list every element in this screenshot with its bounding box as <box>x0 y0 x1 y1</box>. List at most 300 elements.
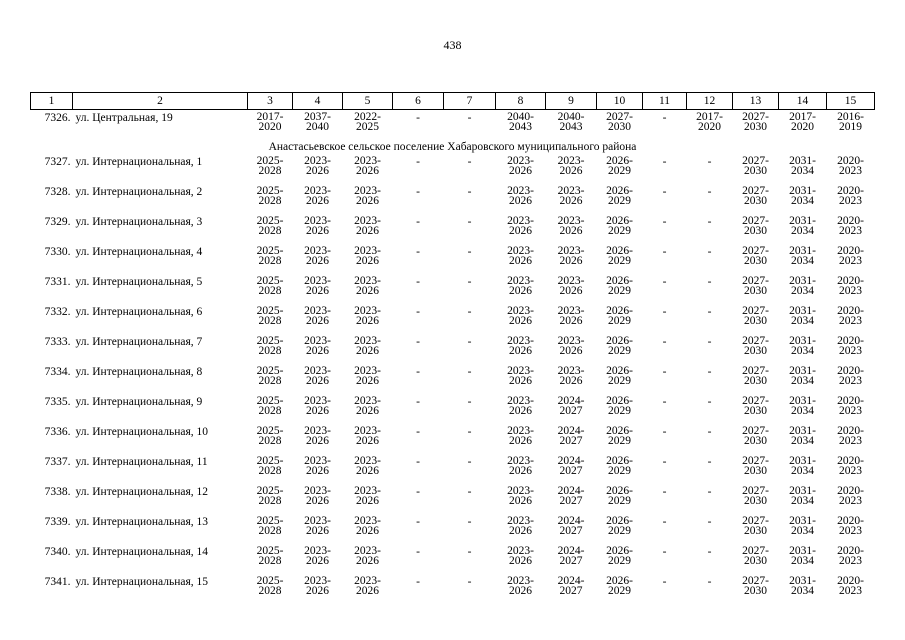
range-end: 2026 <box>306 165 329 177</box>
range-end: 2029 <box>608 285 631 297</box>
year-range-cell <box>343 394 393 424</box>
range-end: 2023 <box>839 255 862 267</box>
range-end: 2026 <box>306 195 329 207</box>
range-end: 2023 <box>839 585 862 597</box>
year-range-cell <box>496 334 546 364</box>
range-end: 2020 <box>258 121 282 133</box>
range-end: 2026 <box>509 555 532 567</box>
row-number: 7336. <box>44 426 71 438</box>
range-end: 2034 <box>791 525 814 537</box>
empty-value-cell: - <box>467 246 472 258</box>
empty-value-cell: - <box>467 216 472 228</box>
range-start: 2024- <box>557 485 585 497</box>
range-start: 2026- <box>606 275 633 287</box>
column-header: 2 <box>73 93 248 110</box>
range-start: 2023- <box>354 485 381 497</box>
range-start: 2023- <box>557 305 585 317</box>
year-range-cell <box>827 544 875 574</box>
year-range-cell <box>293 184 343 214</box>
year-range-cell <box>496 514 546 544</box>
range-start: 2027- <box>606 111 633 123</box>
range-end: 2029 <box>608 405 631 417</box>
range-start: 2023- <box>507 335 534 347</box>
year-range-cell <box>827 334 875 364</box>
range-start: 2026- <box>606 365 633 377</box>
table-row <box>31 274 875 304</box>
empty-value-cell: - <box>707 576 712 588</box>
range-start: 2023- <box>507 515 534 527</box>
range-start: 2023- <box>354 335 381 347</box>
year-range-cell <box>827 304 875 334</box>
year-range-cell <box>779 394 827 424</box>
range-end: 2026 <box>306 435 329 447</box>
year-range-cell <box>597 304 643 334</box>
year-range-cell <box>496 274 546 304</box>
range-end: 2026 <box>509 195 532 207</box>
range-end: 2026 <box>356 195 379 207</box>
range-end: 2043 <box>559 121 583 133</box>
year-range-cell <box>827 484 875 514</box>
year-range-cell <box>248 454 293 484</box>
year-range-cell <box>779 274 827 304</box>
year-range-cell <box>733 574 779 604</box>
column-header: 7 <box>444 93 496 110</box>
range-end: 2028 <box>258 555 282 567</box>
range-end: 2019 <box>839 121 862 133</box>
empty-value-cell: - <box>416 576 420 588</box>
range-end: 2030 <box>744 405 767 417</box>
address-cell: ул. Интернациональная, 10 <box>75 426 209 438</box>
range-start: 2031- <box>789 515 816 527</box>
year-range-cell <box>597 424 643 454</box>
range-start: 2023- <box>304 185 331 197</box>
range-end: 2026 <box>559 225 583 237</box>
row-number: 7341. <box>44 576 71 588</box>
empty-value-cell: - <box>707 366 712 378</box>
range-start: 2025- <box>256 245 284 257</box>
range-start: 2023- <box>507 425 534 437</box>
year-range-cell <box>779 184 827 214</box>
year-range-cell <box>248 334 293 364</box>
year-range-cell <box>733 514 779 544</box>
range-start: 2017- <box>256 111 284 123</box>
year-range-cell <box>343 110 393 141</box>
year-range-cell <box>343 424 393 454</box>
year-range-cell <box>293 304 343 334</box>
year-range-cell <box>546 154 597 184</box>
range-end: 2026 <box>559 345 583 357</box>
range-start: 2020- <box>837 575 864 587</box>
range-start: 2025- <box>256 395 284 407</box>
range-start: 2023- <box>354 305 381 317</box>
year-range-cell <box>293 574 343 604</box>
range-end: 2026 <box>559 255 583 267</box>
range-start: 2026- <box>606 305 633 317</box>
range-end: 2023 <box>839 495 862 507</box>
range-end: 2028 <box>258 345 282 357</box>
year-range-cell <box>546 304 597 334</box>
empty-value-cell: - <box>707 456 712 468</box>
year-range-cell <box>343 334 393 364</box>
empty-value-cell: - <box>707 186 712 198</box>
range-start: 2020- <box>837 185 864 197</box>
year-range-cell <box>779 110 827 141</box>
range-end: 2030 <box>744 121 767 133</box>
range-end: 2026 <box>559 375 583 387</box>
empty-value-cell: - <box>416 156 420 168</box>
range-end: 2026 <box>509 165 532 177</box>
range-end: 2027 <box>559 495 583 507</box>
year-range-cell <box>733 544 779 574</box>
range-end: 2027 <box>559 435 583 447</box>
range-start: 2031- <box>789 245 816 257</box>
empty-value-cell: - <box>416 306 420 318</box>
range-end: 2026 <box>509 345 532 357</box>
address-cell: ул. Интернациональная, 4 <box>75 246 203 258</box>
table-row <box>31 214 875 244</box>
year-range-cell <box>293 424 343 454</box>
range-end: 2026 <box>356 465 379 477</box>
empty-value-cell: - <box>416 276 420 288</box>
year-range-cell <box>733 110 779 141</box>
range-end: 2029 <box>608 165 631 177</box>
range-end: 2026 <box>509 405 532 417</box>
row-number: 7340. <box>44 546 71 558</box>
range-end: 2028 <box>258 405 282 417</box>
range-end: 2026 <box>356 225 379 237</box>
range-start: 2023- <box>304 575 331 587</box>
range-end: 2026 <box>306 225 329 237</box>
empty-value-cell: - <box>662 276 667 288</box>
range-start: 2031- <box>789 275 816 287</box>
year-range-cell <box>687 110 733 141</box>
year-range-cell <box>293 514 343 544</box>
empty-value-cell: - <box>467 366 472 378</box>
range-start: 2027- <box>742 215 769 227</box>
year-range-cell <box>779 304 827 334</box>
range-end: 2028 <box>258 195 282 207</box>
range-start: 2026- <box>606 455 633 467</box>
column-header: 9 <box>546 93 597 110</box>
range-start: 2024- <box>557 545 585 557</box>
range-end: 2026 <box>356 375 379 387</box>
year-range-cell <box>343 574 393 604</box>
range-start: 2023- <box>354 455 381 467</box>
range-end: 2023 <box>839 345 862 357</box>
range-end: 2026 <box>306 465 329 477</box>
range-start: 2026- <box>606 485 633 497</box>
year-range-cell <box>248 110 293 141</box>
column-header: 13 <box>733 93 779 110</box>
range-start: 2027- <box>742 365 769 377</box>
range-start: 2023- <box>557 365 585 377</box>
year-range-cell <box>546 364 597 394</box>
range-end: 2023 <box>839 195 862 207</box>
year-range-cell <box>779 364 827 394</box>
range-start: 2026- <box>606 545 633 557</box>
range-end: 2029 <box>608 375 631 387</box>
range-end: 2026 <box>509 525 532 537</box>
year-range-cell <box>293 394 343 424</box>
empty-value-cell: - <box>662 576 667 588</box>
range-start: 2023- <box>507 185 534 197</box>
empty-value-cell: - <box>416 546 420 558</box>
range-start: 2023- <box>354 575 381 587</box>
empty-value-cell: - <box>467 112 472 124</box>
year-range-cell <box>733 214 779 244</box>
range-start: 2023- <box>557 245 585 257</box>
year-range-cell <box>827 244 875 274</box>
range-end: 2028 <box>258 525 282 537</box>
empty-value-cell: - <box>416 396 420 408</box>
range-end: 2026 <box>509 495 532 507</box>
range-end: 2027 <box>559 525 583 537</box>
row-number: 7327. <box>44 156 71 168</box>
range-start: 2023- <box>354 275 381 287</box>
year-range-cell <box>546 110 597 141</box>
range-end: 2027 <box>559 555 583 567</box>
range-start: 2023- <box>354 545 381 557</box>
year-range-cell <box>496 110 546 141</box>
year-range-cell <box>546 244 597 274</box>
range-start: 2031- <box>789 575 816 587</box>
range-start: 2031- <box>789 395 816 407</box>
year-range-cell <box>496 424 546 454</box>
range-start: 2023- <box>507 545 534 557</box>
empty-value-cell: - <box>416 216 420 228</box>
year-range-cell <box>293 454 343 484</box>
year-range-cell <box>597 514 643 544</box>
year-range-cell <box>597 184 643 214</box>
empty-value-cell: - <box>416 516 420 528</box>
year-range-cell <box>546 394 597 424</box>
range-end: 2026 <box>356 285 379 297</box>
empty-value-cell: - <box>662 186 667 198</box>
range-start: 2020- <box>837 455 864 467</box>
range-start: 2024- <box>557 515 585 527</box>
range-end: 2030 <box>744 555 767 567</box>
year-range-cell <box>248 154 293 184</box>
range-start: 2024- <box>557 455 585 467</box>
empty-value-cell: - <box>662 426 667 438</box>
range-start: 2023- <box>557 275 585 287</box>
range-start: 2025- <box>256 215 284 227</box>
year-range-cell <box>546 484 597 514</box>
column-header: 3 <box>248 93 293 110</box>
page-number: 438 <box>443 38 462 52</box>
year-range-cell <box>343 304 393 334</box>
range-end: 2026 <box>306 555 329 567</box>
year-range-cell <box>343 484 393 514</box>
range-end: 2028 <box>258 435 282 447</box>
row-number: 7337. <box>44 456 71 468</box>
year-range-cell <box>546 574 597 604</box>
range-end: 2026 <box>306 585 329 597</box>
empty-value-cell: - <box>662 336 667 348</box>
range-start: 2023- <box>354 365 381 377</box>
table-row <box>31 184 875 214</box>
range-end: 2026 <box>559 195 583 207</box>
table-row <box>31 334 875 364</box>
range-start: 2023- <box>304 155 331 167</box>
year-range-cell <box>827 274 875 304</box>
range-end: 2026 <box>559 165 583 177</box>
range-start: 2023- <box>507 245 534 257</box>
range-end: 2020 <box>791 121 814 133</box>
range-end: 2026 <box>356 555 379 567</box>
range-start: 2023- <box>557 185 585 197</box>
empty-value-cell: - <box>416 336 420 348</box>
year-range-cell <box>546 514 597 544</box>
address-cell: ул. Интернациональная, 5 <box>75 276 203 288</box>
range-end: 2034 <box>791 585 814 597</box>
year-range-cell <box>546 454 597 484</box>
range-end: 2023 <box>839 525 862 537</box>
column-header: 12 <box>687 93 733 110</box>
range-start: 2025- <box>256 365 284 377</box>
empty-value-cell: - <box>707 306 712 318</box>
range-end: 2028 <box>258 375 282 387</box>
year-range-cell <box>248 184 293 214</box>
empty-value-cell: - <box>467 276 472 288</box>
range-start: 2026- <box>606 185 633 197</box>
year-range-cell <box>779 424 827 454</box>
range-end: 2034 <box>791 555 814 567</box>
range-start: 2027- <box>742 111 769 123</box>
range-start: 2020- <box>837 275 864 287</box>
year-range-cell <box>779 334 827 364</box>
range-start: 2023- <box>304 245 331 257</box>
range-end: 2034 <box>791 165 814 177</box>
year-range-cell <box>779 574 827 604</box>
empty-value-cell: - <box>662 546 667 558</box>
year-range-cell <box>779 484 827 514</box>
column-header: 1 <box>31 93 73 110</box>
range-start: 2025- <box>256 575 284 587</box>
row-number: 7326. <box>44 112 71 124</box>
table-row <box>31 304 875 334</box>
year-range-cell <box>343 154 393 184</box>
range-start: 2023- <box>354 245 381 257</box>
year-range-cell <box>827 110 875 141</box>
range-start: 2025- <box>256 335 284 347</box>
year-range-cell <box>827 424 875 454</box>
range-start: 2023- <box>557 335 585 347</box>
year-range-cell <box>827 364 875 394</box>
empty-value-cell: - <box>416 426 420 438</box>
range-start: 2031- <box>789 455 816 467</box>
range-end: 2030 <box>608 121 631 133</box>
year-range-cell <box>496 484 546 514</box>
year-range-cell <box>293 334 343 364</box>
range-start: 2027- <box>742 545 769 557</box>
empty-value-cell: - <box>662 306 667 318</box>
empty-value-cell: - <box>416 112 420 124</box>
year-range-cell <box>827 214 875 244</box>
year-range-cell <box>343 454 393 484</box>
range-start: 2025- <box>256 425 284 437</box>
year-range-cell <box>248 514 293 544</box>
empty-value-cell: - <box>662 156 667 168</box>
year-range-cell <box>733 334 779 364</box>
address-cell: ул. Интернациональная, 12 <box>75 486 209 498</box>
table-row <box>31 244 875 274</box>
range-start: 2024- <box>557 395 585 407</box>
address-cell: ул. Интернациональная, 15 <box>75 576 209 588</box>
year-range-cell <box>496 304 546 334</box>
range-end: 2020 <box>698 121 721 133</box>
range-start: 2026- <box>606 245 633 257</box>
range-start: 2027- <box>742 245 769 257</box>
range-end: 2023 <box>839 405 862 417</box>
empty-value-cell: - <box>662 486 667 498</box>
range-end: 2029 <box>608 435 631 447</box>
range-end: 2026 <box>306 255 329 267</box>
row-number: 7329. <box>44 216 71 228</box>
range-end: 2030 <box>744 255 767 267</box>
range-end: 2026 <box>306 495 329 507</box>
year-range-cell <box>827 574 875 604</box>
year-range-cell <box>248 274 293 304</box>
range-end: 2026 <box>306 525 329 537</box>
range-start: 2027- <box>742 455 769 467</box>
empty-value-cell: - <box>707 156 712 168</box>
range-end: 2034 <box>791 255 814 267</box>
range-start: 2027- <box>742 305 769 317</box>
range-start: 2026- <box>606 335 633 347</box>
range-start: 2027- <box>742 185 769 197</box>
empty-value-cell: - <box>707 426 712 438</box>
range-start: 2017- <box>696 111 723 123</box>
year-range-cell <box>546 184 597 214</box>
range-end: 2027 <box>559 585 583 597</box>
table-row <box>31 544 875 574</box>
range-end: 2028 <box>258 315 282 327</box>
year-range-cell <box>827 394 875 424</box>
empty-value-cell: - <box>662 246 667 258</box>
range-start: 2020- <box>837 485 864 497</box>
range-start: 2025- <box>256 155 284 167</box>
empty-value-cell: - <box>467 456 472 468</box>
range-end: 2034 <box>791 315 814 327</box>
table-row <box>31 424 875 454</box>
table-row <box>31 364 875 394</box>
range-end: 2030 <box>744 525 767 537</box>
year-range-cell <box>546 214 597 244</box>
year-range-cell <box>248 574 293 604</box>
year-range-cell <box>779 244 827 274</box>
range-end: 2026 <box>356 255 379 267</box>
row-number: 7335. <box>44 396 71 408</box>
range-start: 2027- <box>742 395 769 407</box>
range-end: 2030 <box>744 345 767 357</box>
range-end: 2029 <box>608 345 631 357</box>
range-start: 2023- <box>304 335 331 347</box>
range-end: 2026 <box>356 315 379 327</box>
year-range-cell <box>248 394 293 424</box>
range-start: 2020- <box>837 155 864 167</box>
table-body <box>31 110 875 605</box>
range-end: 2026 <box>509 465 532 477</box>
range-start: 2017- <box>789 111 816 123</box>
range-start: 2020- <box>837 395 864 407</box>
range-end: 2026 <box>509 585 532 597</box>
address-cell: ул. Центральная, 19 <box>75 112 173 124</box>
year-range-cell <box>779 454 827 484</box>
range-start: 2031- <box>789 155 816 167</box>
range-start: 2040- <box>557 111 585 123</box>
range-start: 2023- <box>507 365 534 377</box>
